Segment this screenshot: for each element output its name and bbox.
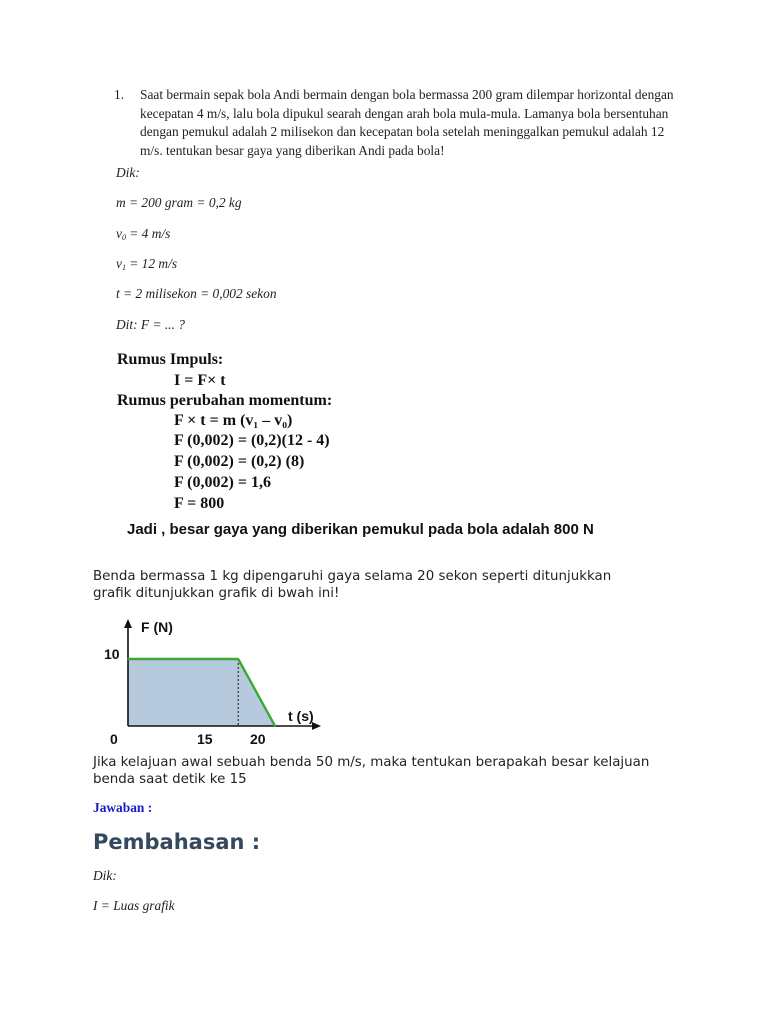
v1-symbol: v bbox=[116, 256, 122, 271]
x-axis-label: t (s) bbox=[288, 708, 314, 724]
force-time-graph bbox=[96, 612, 336, 747]
v1-subscript: 1 bbox=[121, 263, 126, 272]
momentum-heading: Rumus perubahan momentum: bbox=[117, 392, 333, 409]
data-point-0 bbox=[127, 658, 129, 660]
x-tick-label-15: 15 bbox=[197, 731, 213, 747]
time-line: t = 2 milisekon = 0,002 sekon bbox=[116, 286, 277, 301]
question-1 bbox=[114, 86, 674, 160]
discussion-known-label: Dik: bbox=[93, 868, 117, 883]
known-label: Dik: bbox=[116, 165, 140, 180]
final-velocity-line bbox=[116, 256, 177, 272]
v0-symbol: v bbox=[116, 226, 122, 241]
question-2-followup: Jika kelajuan awal sebuah benda 50 m/s, maka tentukan berapakah besar kelajuan benda saat detik ke 15 bbox=[93, 755, 650, 787]
y-axis-arrow bbox=[124, 619, 132, 628]
y-tick-label: 10 bbox=[104, 646, 120, 662]
step-2: F (0,002) = (0,2) (8) bbox=[174, 453, 305, 470]
discussion-heading: Pembahasan : bbox=[93, 830, 261, 854]
v0-value: = 4 m/s bbox=[125, 226, 171, 241]
step-3: F (0,002) = 1,6 bbox=[174, 474, 271, 491]
result: F = 800 bbox=[174, 495, 225, 512]
v1-value: = 12 m/s bbox=[125, 256, 178, 271]
conclusion: Jadi , besar gaya yang diberikan pemukul pada bola adalah 800 N bbox=[127, 521, 594, 538]
impulse-equation: I = F× t bbox=[174, 372, 226, 389]
data-point-1 bbox=[237, 658, 239, 660]
y-axis-label: F (N) bbox=[141, 619, 173, 635]
x-tick-label-20: 20 bbox=[250, 731, 266, 747]
question-2-text: Benda bermassa 1 kg dipengaruhi gaya selama 20 sekon seperti ditunjukkan grafik ditunjukkan grafik di bwah ini! bbox=[93, 569, 612, 601]
impulse-area-line: I = Luas grafik bbox=[93, 898, 175, 913]
data-point-2 bbox=[274, 725, 276, 727]
v0-subscript: 0 bbox=[121, 233, 126, 242]
question-number: 1. bbox=[114, 87, 125, 102]
impulse-heading: Rumus Impuls: bbox=[117, 351, 224, 368]
answer-label: Jawaban : bbox=[93, 800, 153, 815]
initial-velocity-line bbox=[116, 226, 170, 242]
momentum-equation: F × t = m (v₁ – v₀) bbox=[174, 412, 293, 429]
area-fill bbox=[128, 659, 275, 726]
question-1-text: Saat bermain sepak bola Andi bermain dengan bola bermassa 200 gram dilempar horizontal dengan kecepatan 4 m/s, lalu bola dipukul searah dengan arah bola mula-mula. Lamanya bola bersentuhan dengan pemukul adalah 2 milisekon dan kecepatan bola setelah meninggalkan pemukul adalah 12 m/s. tentukan besar gaya yang diberikan Andi pada bola! bbox=[140, 87, 674, 158]
mass-line: m = 200 gram = 0,2 kg bbox=[116, 195, 242, 210]
step-1: F (0,002) = (0,2)(12 - 4) bbox=[174, 432, 330, 449]
x-tick-label-0: 0 bbox=[110, 731, 118, 747]
asked-line: Dit: F = ... ? bbox=[116, 317, 185, 332]
